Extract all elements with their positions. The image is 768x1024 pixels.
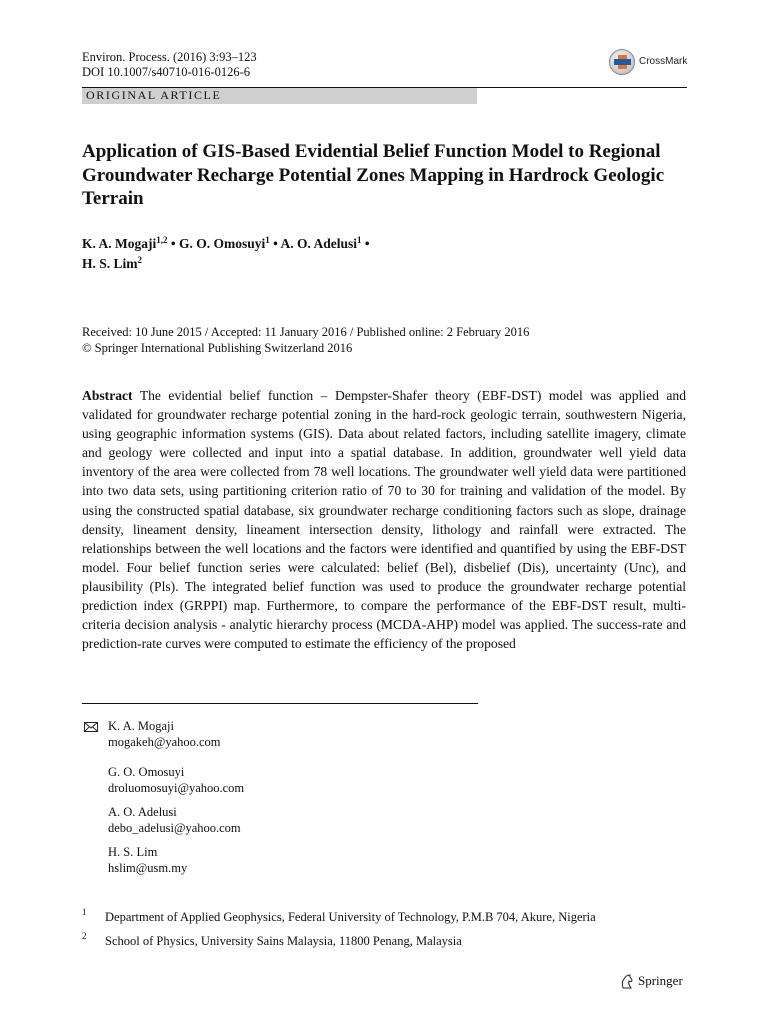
contact-email[interactable]: droluomosuyi@yahoo.com (108, 781, 245, 795)
author-list-line-1 (82, 235, 370, 252)
contact-email[interactable]: mogakeh@yahoo.com (108, 735, 221, 749)
crossmark-label: CrossMark (639, 56, 688, 67)
author-list-line-2 (82, 255, 142, 272)
copyright-symbol: © (82, 341, 92, 355)
footnote-rule (82, 703, 478, 704)
contact-email[interactable]: debo_adelusi@yahoo.com (108, 821, 241, 835)
author-name[interactable]: G. O. Omosuyi (178, 236, 266, 251)
author-separator: • (269, 236, 281, 251)
abstract-heading: Abstract (82, 388, 133, 403)
springer-horse-icon (620, 974, 634, 989)
contact-name: K. A. Mogaji (108, 719, 174, 733)
author-separator: • (361, 236, 370, 251)
envelope-icon (84, 722, 98, 732)
publisher-logo (620, 973, 700, 991)
publisher-name: Springer (638, 973, 683, 988)
contact-email[interactable]: hslim@usm.my (108, 861, 188, 875)
author-name[interactable]: K. A. Mogaji (82, 236, 157, 251)
affiliation-text: Department of Applied Geophysics, Federal University of Technology, P.M.B 704, Akure, Nigeria (105, 910, 596, 924)
affiliation-number: 2 (82, 931, 87, 941)
crossmark-badge[interactable] (609, 48, 719, 78)
doi[interactable]: DOI 10.1007/s40710-016-0126-6 (82, 65, 251, 79)
author-separator: • (167, 236, 179, 251)
publication-dates: Received: 10 June 2015 / Accepted: 11 January 2016 / Published online: 2 February 2016 (82, 325, 530, 339)
affiliation-text: School of Physics, University Sains Malaysia, 11800 Penang, Malaysia (105, 934, 462, 948)
crossmark-icon (609, 49, 635, 75)
journal-reference: Environ. Process. (2016) 3:93–123 (82, 50, 257, 64)
copyright-notice (82, 341, 352, 356)
article-type-banner: ORIGINAL ARTICLE (82, 88, 477, 104)
article-title: Application of GIS-Based Evidential Belief Function Model to Regional Groundwater Recharge Potential Zones Mapping in Hardrock Geologic Terrain (82, 141, 665, 209)
author-name[interactable]: A. O. Adelusi (280, 236, 358, 251)
author-name[interactable]: H. S. Lim (82, 256, 138, 271)
abstract (82, 386, 686, 653)
abstract-text: The evidential belief function – Dempster-Shafer theory (EBF-DST) model was applied and validated for groundwater recharge potential zoning in the hard-rock geologic terrain, southwestern Nigeria, using geographic information systems (GIS). Data about related factors, including satellite imagery, climate and geology were collected and input into a spatial database. In addition, groundwater well yield data inventory of the area were collected from 78 well locations. The groundwater well yield data were partitioned into two data sets, using partitioning criterion ratio of 70 to 30 for training and validation of the model. By using the constructed spatial database, six groundwater recharge conditioning factors such as slope, drainage density, lineament density, lineament intersection density, lithology and rainfall were extracted. The relationships between the well locations and the factors were identified and quantified by using the EBF-DST model. Four belief function series were calculated: belief (Bel), disbelief (Dis), uncertainty (Unc), and plausibility (Pls). The integrated belief function was used to produce the groundwater recharge potential prediction index (GRPPI) map. Furthermore, to compare the performance of the EBF-DST result, multi-criteria decision analysis - analytic hierarchy process (MCDA-AHP) model was applied. The success-rate and prediction-rate curves were computed to estimate the efficiency of the proposed (82, 388, 687, 652)
author-affiliation-ref: 1 (357, 235, 362, 245)
contact-name: G. O. Omosuyi (108, 765, 185, 779)
affiliation-number: 1 (82, 907, 87, 917)
author-affiliation-ref: 1,2 (156, 235, 168, 245)
author-affiliation-ref: 1 (265, 235, 270, 245)
copyright-text: Springer International Publishing Switzerland 2016 (94, 341, 353, 355)
contact-name: H. S. Lim (108, 845, 158, 859)
contact-name: A. O. Adelusi (108, 805, 177, 819)
author-affiliation-ref: 2 (137, 255, 143, 265)
